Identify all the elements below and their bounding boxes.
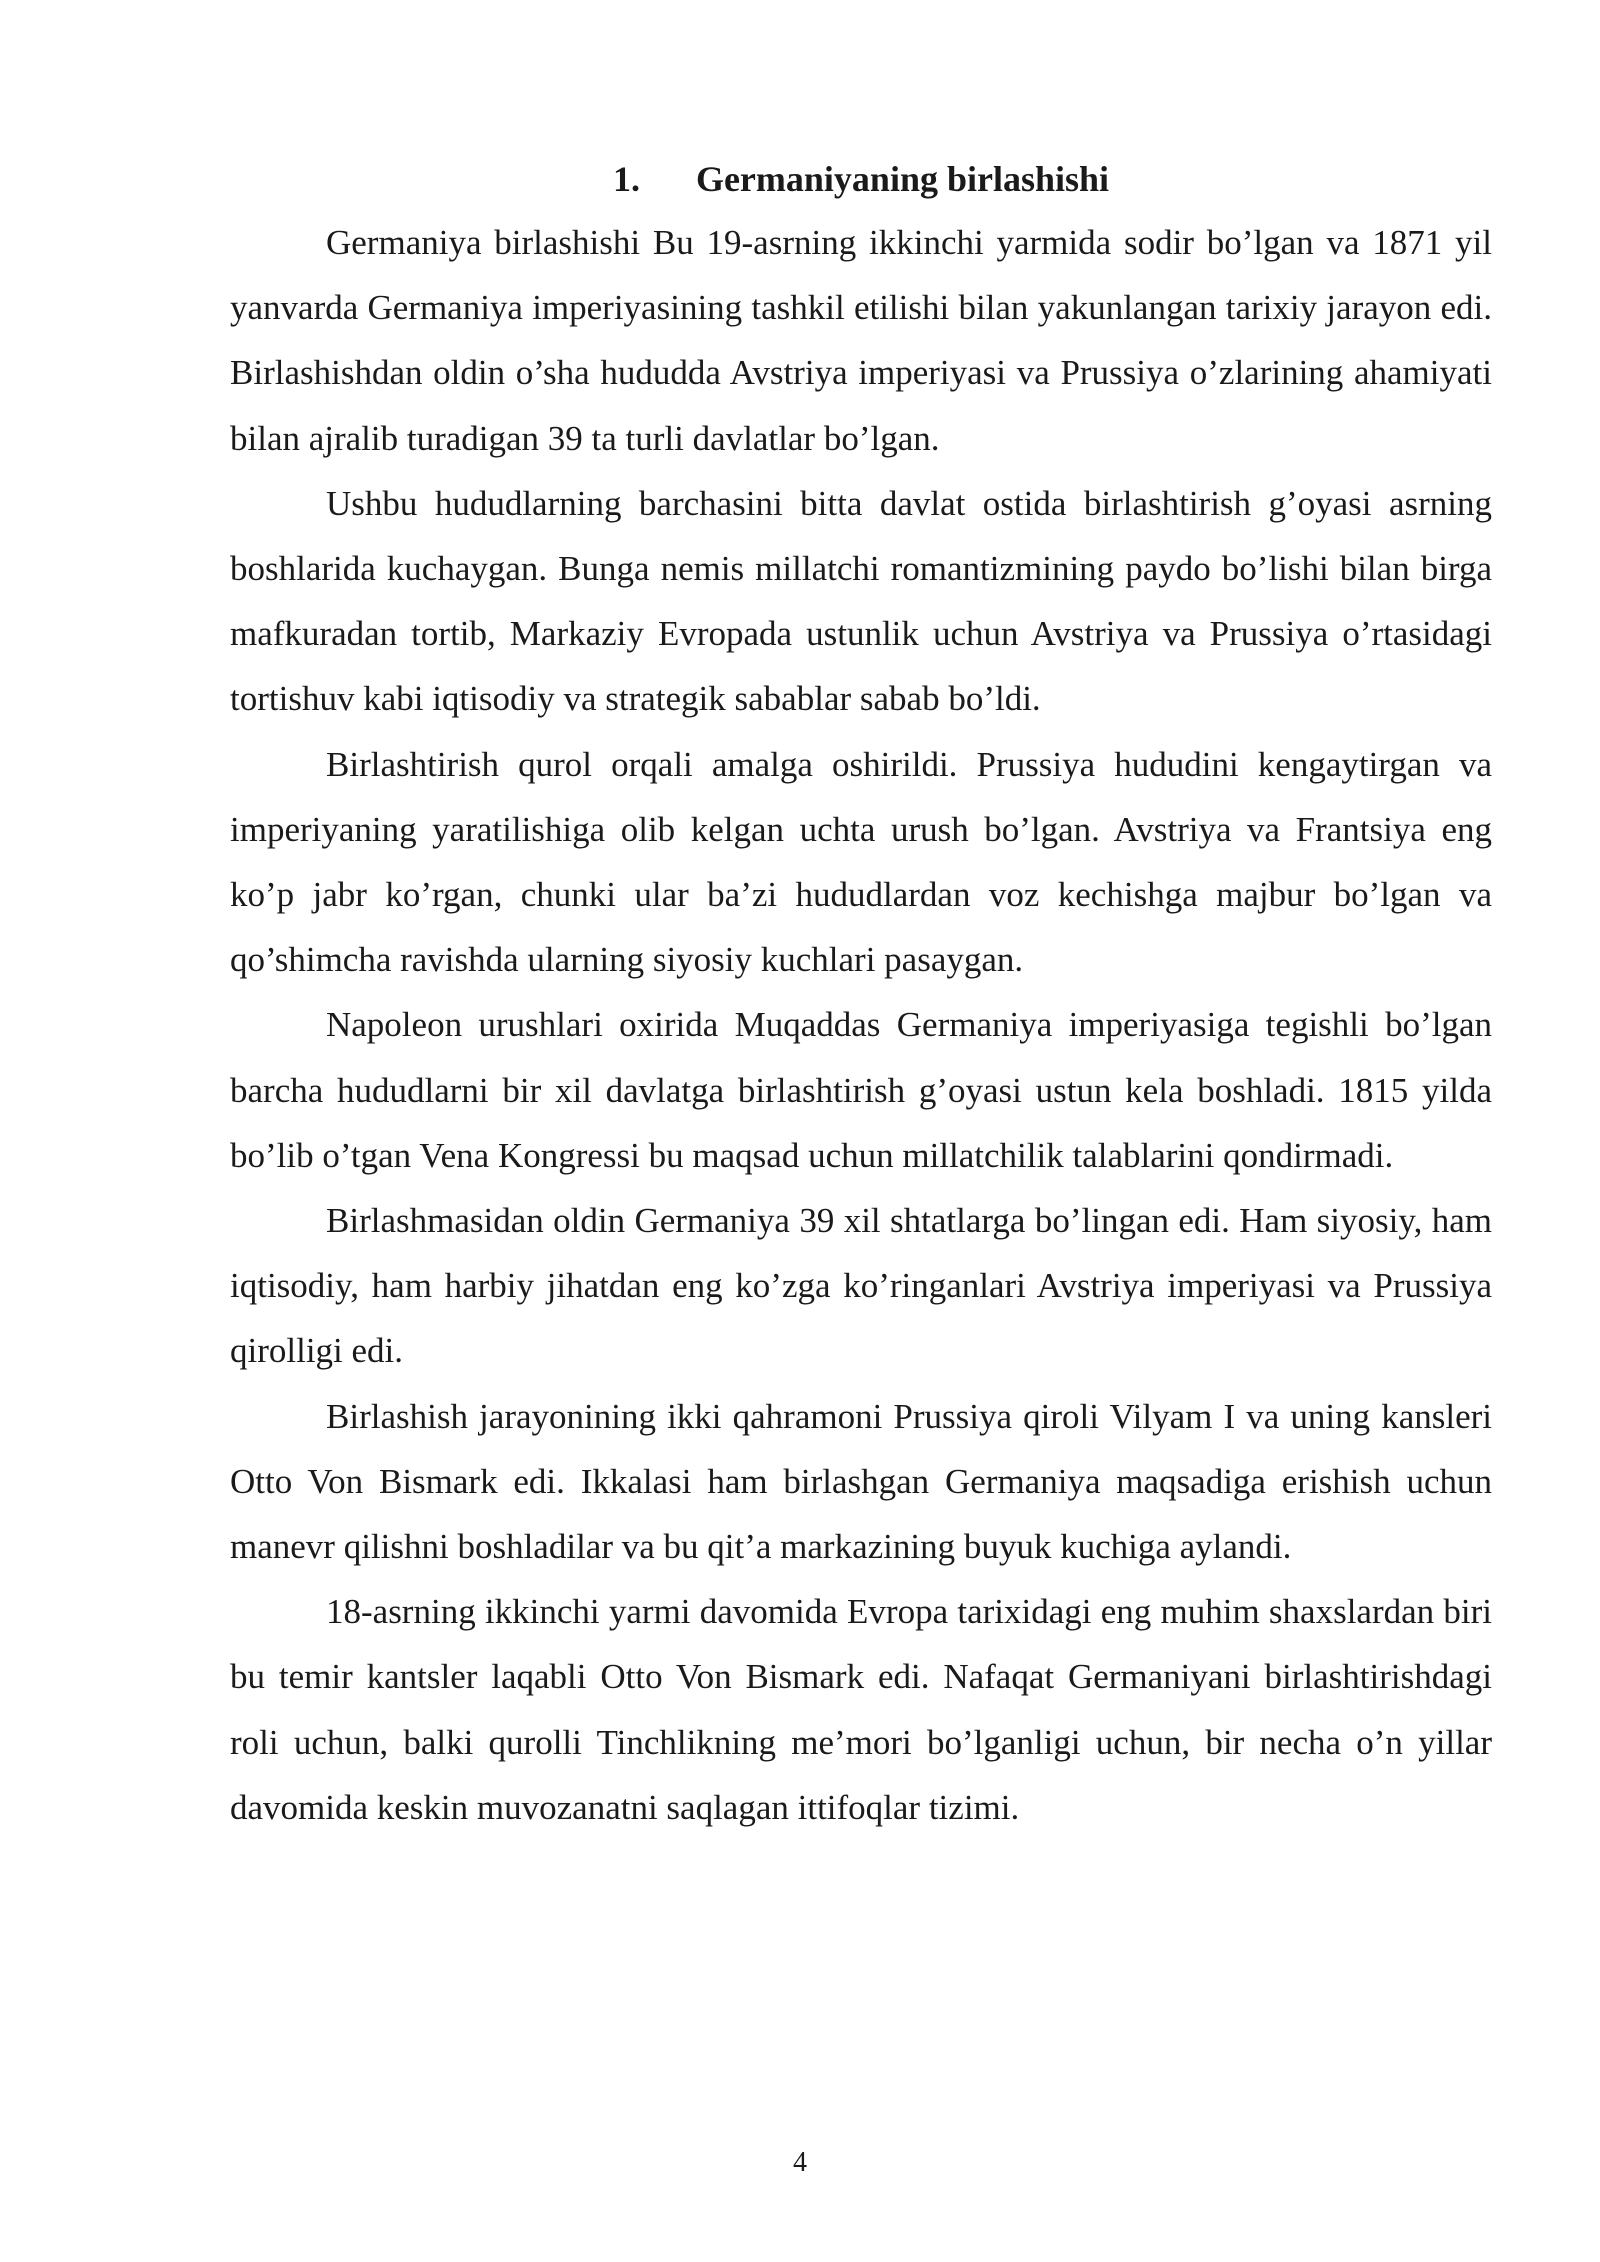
page-content xyxy=(230,148,1492,1840)
paragraph-1: Germaniya birlashishi Bu 19-asrning ikkinchi yarmida sodir bo’lgan va 1871 yil yanvarda Germaniya imperiyasining tashkil etilishi bilan yakunlangan tarixiy jarayon edi. Birlashishdan oldin o’sha hududda Avstriya imperiyasi va Prussiya o’zlarining ahamiyati bilan ajralib turadigan 39 ta turli davlatlar bo’lgan. xyxy=(230,223,1492,458)
paragraph-7: 18-asrning ikkinchi yarmi davomida Evropa tarixidagi eng muhim shaxslardan biri bu temir kantsler laqabli Otto Von Bismark edi. Nafaqat Germaniyani birlashtirishdagi roli uchun, balki qurolli Tinchlikning me’mori bo’lganligi uchun, bir necha o’n yillar davomida keskin muvozanatni saqlagan ittifoqlar tizimi. xyxy=(230,1592,1492,1827)
section-heading xyxy=(230,148,1492,210)
paragraph-4: Napoleon urushlari oxirida Muqaddas Germaniya imperiyasiga tegishli bo’lgan barcha hududlarni bir xil davlatga birlashtirish g’oyasi ustun kela boshladi. 1815 yilda bo’lib o’tgan Vena Kongressi bu maqsad uchun millatchilik talablarini qondirmadi. xyxy=(230,1005,1492,1175)
paragraph-6: Birlashish jarayonining ikki qahramoni Prussiya qiroli Vilyam I va uning kansleri Otto Von Bismark edi. Ikkalasi ham birlashgan Germaniya maqsadiga erishish uchun manevr qilishni boshladilar va bu qit’a markazining buyuk kuchiga aylandi. xyxy=(230,1396,1492,1567)
section-title: Germaniyaning birlashishi xyxy=(695,159,1110,199)
paragraph-5: Birlashmasidan oldin Germaniya 39 xil shtatlarga bo’lingan edi. Ham siyosiy, ham iqtisodiy, ham harbiy jihatdan eng ko’zga ko’ringanlari Avstriya imperiyasi va Prussiya qirolligi edi. xyxy=(230,1201,1492,1371)
section-number: 1. xyxy=(612,159,640,199)
paragraph-2: Ushbu hududlarning barchasini bitta davlat ostida birlashtirish g’oyasi asrning boshlarida kuchaygan. Bunga nemis millatchi romantizmining paydo bo’lishi bilan birga mafkuradan tortib, Markaziy Evropada ustunlik uchun Avstriya va Prussiya o’rtasidagi tortishuv kabi iqtisodiy va strategik sabablar sabab bo’ldi. xyxy=(230,483,1492,719)
paragraph-3: Birlashtirish qurol orqali amalga oshirildi. Prussiya hududini kengaytirgan va imperiyaning yaratilishiga olib kelgan uchta urush bo’lgan. Avstriya va Frantsiya eng ko’p jabr ko’rgan, chunki ular ba’zi hududlardan voz kechishga majbur bo’lgan va qo’shimcha ravishda ularning siyosiy kuchlari pasaygan. xyxy=(230,744,1492,980)
page-number: 4 xyxy=(793,2147,807,2178)
